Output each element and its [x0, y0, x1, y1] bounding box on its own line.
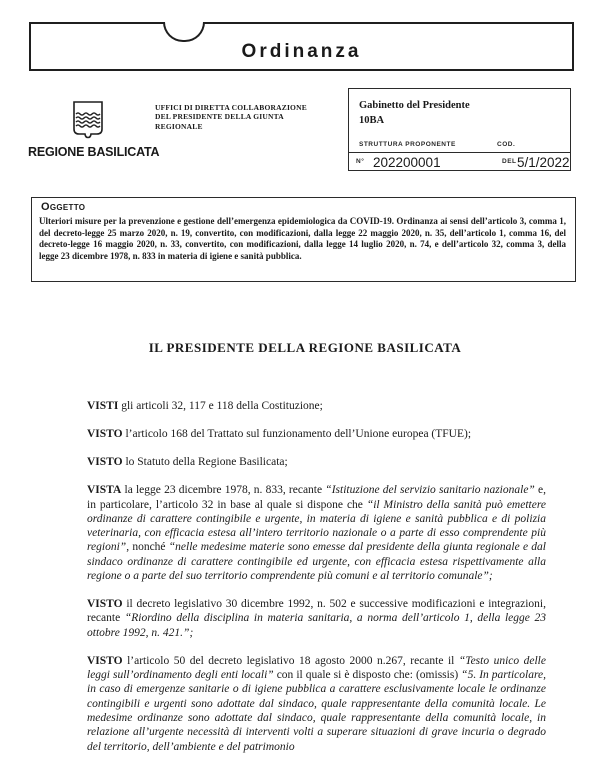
body-paragraph — [87, 483, 546, 583]
paragraph-segment: VISTO — [87, 428, 123, 441]
office-title-line: REGIONALE — [155, 121, 203, 131]
basilicata-coat-of-arms-icon — [72, 101, 104, 141]
oggetto-label: Oggetto — [41, 201, 86, 213]
paragraph-segment: e, in particolare, l’articolo 32 in base al quale si dispone che — [87, 484, 546, 511]
cod-label: COD. — [497, 141, 516, 148]
paragraph-segment: “nelle medesime materie sono emesse dal presidente della giunta regionale e dal sindaco ordinanze di carattere contingibile ed urgente, con efficacia estesa rispettivamente alla regione o a parte del suo territorio comprendente più comuni e al territorio comunale”; — [87, 541, 546, 583]
info-box-divider — [349, 152, 570, 153]
paragraph-segment: “Riordino della disciplina in materia sanitaria, a norma dell’articolo 1, della legge 23 ottobre 1992, n. 421.”; — [87, 612, 546, 639]
office-title — [155, 103, 307, 131]
paragraph-segment: VISTI — [87, 400, 119, 412]
proponent-structure-box — [348, 88, 571, 171]
oggetto-text: Ulteriori misure per la prevenzione e gestione dell’emergenza epidemiologica da COVID-19. Ordinanza ai sensi dell’articolo 3, comma 1, del decreto-legge 25 marzo 2020, n. 19, convertito, con modificazioni, dalla legge 22 maggio 2020, n. 35, dell’articolo 1, comma 16, del decreto-legge 16 maggio 2020, n. 33, convertito, con modificazioni, dalla legge 14 luglio 2020, n. 74, e dell’articolo 32, comma 3, della legge 23 dicembre 1978, n. 833 in materia di igiene e sanità pubblica. — [39, 216, 566, 261]
oggetto-box — [31, 197, 576, 282]
office-title-line: DEL PRESIDENTE DELLA GIUNTA — [155, 112, 284, 122]
document-title: Ordinanza — [241, 41, 362, 62]
paragraph-segment: con il quale si è disposto che: (omissis) — [273, 669, 462, 682]
title-box — [29, 22, 574, 71]
paragraph-segment: “Istituzione del servizio sanitario nazionale” — [325, 484, 535, 497]
paragraph-segment: la legge 23 dicembre 1978, n. 833, recante — [121, 484, 326, 497]
paragraph-segment: l’articolo 168 del Trattato sul funzionamento dell’Unione europea (TFUE); — [122, 428, 472, 441]
paragraph-segment: lo Statuto della Regione Basilicata; — [122, 456, 288, 469]
paragraph-segment: “il Ministro della sanità può emettere ordinanze di carattere contingibile e urgente, in materia di igiene e sanità pubblica e di polizia veterinaria, con efficacia estesa all’intero territorio nazionale o a parte di esso comprendente più regioni” — [87, 498, 546, 554]
body-paragraph — [87, 455, 546, 469]
paragraph-segment: il decreto legislativo 30 dicembre 1992, n. 502 e successive modificazioni e integrazioni, recante — [87, 598, 546, 625]
department-code: 10BA — [359, 115, 385, 126]
numero-label: N° — [356, 158, 365, 165]
paragraph-segment: , nonché — [126, 541, 169, 554]
body-paragraphs — [87, 399, 546, 768]
paragraph-segment: VISTO — [87, 456, 123, 469]
body-paragraph — [87, 654, 546, 754]
struttura-proponente-label: STRUTTURA PROPONENTE — [359, 141, 456, 148]
paragraph-segment: l’articolo 50 del decreto legislativo 18 agosto 2000 n.267, recante il — [122, 654, 459, 667]
body-paragraph — [87, 427, 546, 441]
ordinance-date: 5/1/2022 — [517, 155, 570, 170]
paragraph-segment: “Testo unico delle leggi sull’ordinamento degli enti locali” — [87, 654, 546, 682]
body-paragraph — [87, 399, 546, 413]
department-name: Gabinetto del Presidente — [359, 100, 470, 111]
paragraph-segment: VISTO — [87, 598, 123, 611]
paragraph-segment: VISTA — [87, 484, 122, 497]
paragraph-segment: “5. In particolare, in caso di emergenze sanitarie o di igiene pubblica a carattere esclusivamente locale le ordinanze contingibili e urgenti sono adottate dal sindaco, quale rappresentante della comunità locale. Le medesime ordinanze sono adottate dal sindaco, quale rappresentante della comunità locale, in relazione all’urgente necessità di interventi volti a superare situazioni di grave incuria o degrado del territorio, dell’ambiente e del patrimonio — [87, 669, 546, 753]
paragraph-segment: gli articoli 32, 117 e 118 della Costituzione; — [118, 400, 323, 412]
body-paragraph — [87, 597, 546, 640]
office-title-line: UFFICI DI DIRETTA COLLABORAZIONE — [155, 103, 307, 112]
region-name: REGIONE BASILICATA — [28, 145, 160, 159]
paragraph-segment: VISTO — [87, 654, 123, 667]
document-heading: IL PRESIDENTE DELLA REGIONE BASILICATA — [148, 340, 462, 355]
ordinance-number: 202200001 — [373, 155, 441, 170]
del-label: DEL — [502, 158, 517, 165]
